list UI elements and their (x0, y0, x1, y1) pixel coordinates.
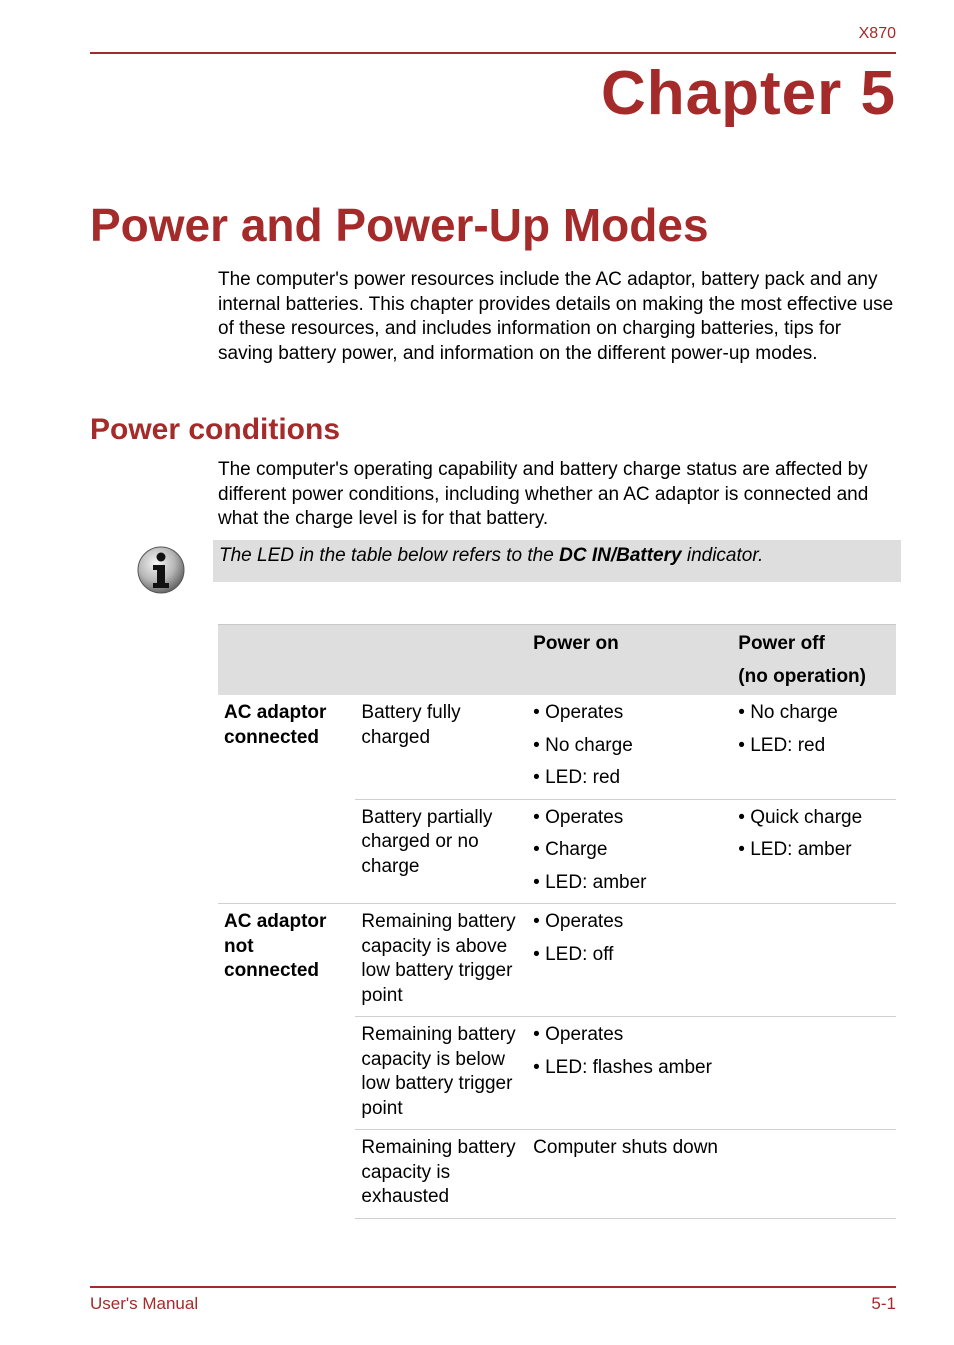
table-header-cell (218, 625, 355, 696)
power-on-cell: Computer shuts down (527, 1130, 732, 1219)
footer-rule (90, 1286, 896, 1288)
note-text-bold: DC IN/Battery (559, 545, 682, 566)
group-label: AC adaptor not connected (218, 904, 355, 1219)
condition-cell: Remaining battery capacity is above low battery trigger point (355, 904, 527, 1017)
power-off-cell: • No charge • LED: red (738, 702, 838, 756)
group-label: AC adaptor connected (224, 702, 327, 748)
condition-cell: Battery fully charged (361, 702, 461, 748)
intro-paragraph: The computer's power resources include the AC adaptor, battery pack and any internal batteries. This chapter provides details on making the most effective use of these resources, and includes information on charging batteries, tips for saving battery power, and information on the different power-up modes. (218, 269, 894, 364)
power-on-cell: • Operates • Charge • LED: amber (527, 799, 732, 904)
header-rule (90, 52, 896, 54)
power-on-cell: • Operates • LED: off (527, 904, 732, 1017)
note-text-pre: The LED in the table below refers to the (219, 545, 560, 566)
power-conditions-table (218, 624, 896, 1219)
condition-cell: Battery partially charged or no charge (355, 799, 527, 904)
condition-cell: Remaining battery capacity is exhausted (355, 1130, 527, 1219)
power-off-cell: • Quick charge • LED: amber (732, 799, 896, 904)
footer-manual-label: User's Manual (90, 1294, 199, 1313)
table-header-power-off: Power off (no operation) (732, 625, 896, 696)
chapter-number: Chapter 5 (601, 59, 896, 128)
note-text-post: indicator. (681, 545, 764, 566)
footer-page-number: 5-1 (871, 1294, 896, 1313)
power-off-cell (732, 1017, 896, 1130)
table-row (218, 904, 896, 1017)
info-icon (136, 545, 186, 595)
power-off-cell (732, 904, 896, 1017)
section-heading: Power conditions (90, 413, 341, 446)
table-row (218, 695, 896, 799)
power-off-cell (732, 1130, 896, 1219)
page-title: Power and Power-Up Modes (90, 199, 709, 251)
condition-cell: Remaining battery capacity is below low battery trigger point (355, 1017, 527, 1130)
table-header-power-on: Power on (527, 625, 732, 696)
header-model-label: X870 (858, 25, 896, 42)
section-paragraph: The computer's operating capability and battery charge status are affected by different power conditions, including whether an AC adaptor is connected and what the charge level is for that battery. (218, 459, 869, 529)
power-on-cell: • Operates • No charge • LED: red (533, 702, 633, 788)
table-header-cell (355, 625, 527, 696)
note-box (213, 540, 901, 582)
table-header-row (218, 625, 896, 696)
power-on-cell: • Operates • LED: flashes amber (527, 1017, 732, 1130)
